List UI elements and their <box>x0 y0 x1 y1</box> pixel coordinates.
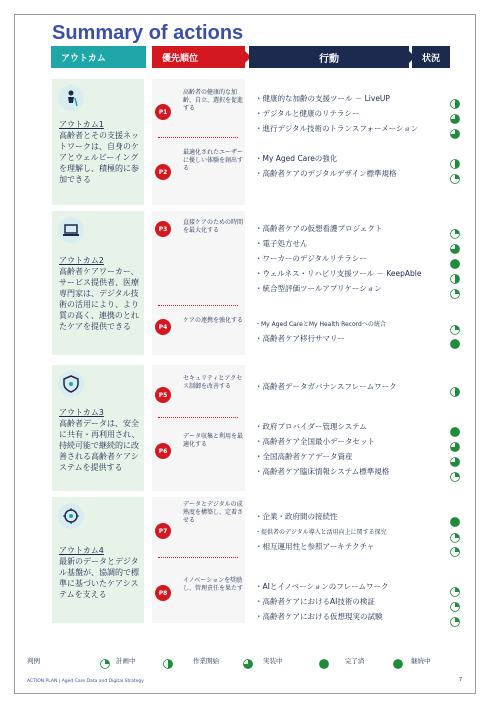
priority-badge: P5 <box>155 387 171 403</box>
action-item: ・進行デジタル技術のトランスフォーメーション <box>255 124 419 133</box>
legend-label: 実装中 <box>263 657 283 665</box>
outcome-text <box>59 119 140 185</box>
action-item: ・電子処方せん <box>255 239 308 248</box>
data-shield-icon <box>58 371 84 397</box>
status-pie-icon <box>450 467 460 477</box>
footer-text: ACTION PLAN | Aged Care Data and Digital Strategy <box>27 679 144 684</box>
status-pie-icon <box>450 154 460 164</box>
outcome-card-1 <box>52 79 144 205</box>
action-item: ・AIとイノベーションのフレームワーク <box>255 582 389 591</box>
status-pie-icon <box>450 239 460 249</box>
status-pie-icon <box>450 382 460 392</box>
priority-group-4 <box>152 497 245 623</box>
status-pie-icon <box>450 109 460 119</box>
legend <box>15 652 476 670</box>
outcome-body: 高齢者データは、安全に共有・再利用され、持続可能で継続的に改善される高齢者ケアシステムを提供する <box>59 419 140 472</box>
data-network-icon <box>58 503 84 529</box>
status-pie-icon <box>450 452 460 462</box>
outcome-text <box>59 545 140 600</box>
priority-badge: P8 <box>155 585 171 601</box>
action-item: ・政府プロバイダー管理システム <box>255 422 367 431</box>
outcome-card-4 <box>52 497 144 623</box>
status-implementing-icon <box>243 654 253 664</box>
status-pie-icon <box>450 597 460 607</box>
status-pie-icon <box>450 512 460 522</box>
status-pie-icon <box>450 334 460 344</box>
status-pie-icon <box>450 582 460 592</box>
action-item: ・高齢者ケア移行サマリー <box>255 334 345 343</box>
action-item: ・相互運用性と参照アーキテクチャ <box>255 542 375 551</box>
priority-badge: P4 <box>155 319 171 335</box>
outcome-body: 高齢者ケアワーカー、サービス提供者、医療専門家は、デジタル技術の活用により、より質の高く、連携のとれたケアを提供できる <box>59 267 139 331</box>
legend-label: 継続中 <box>411 657 431 665</box>
action-item: ・My Aged CareとMy Health Recordへの統合 <box>255 321 386 328</box>
outcome-text <box>59 255 140 332</box>
status-completed-icon <box>319 654 329 664</box>
priority-badge: P6 <box>155 443 171 459</box>
legend-label: 完了済 <box>345 657 365 665</box>
priority-text: 直接ケアのための時間を最大化する <box>183 219 244 234</box>
page-number: 7 <box>459 677 463 683</box>
outcome-title: アウトカム4 <box>59 546 104 555</box>
priority-divider <box>158 137 238 138</box>
status-pie-icon <box>450 169 460 179</box>
priority-divider <box>158 417 238 418</box>
action-item: ・高齢者ケア臨床情報システム標準規格 <box>255 467 390 476</box>
status-pie-icon <box>450 542 460 552</box>
laptop-monitor-icon <box>58 217 84 243</box>
priority-badge: P7 <box>155 523 171 539</box>
action-item: ・全国高齢者ケアデータ資産 <box>255 452 353 461</box>
header-outcome: アウトカム <box>51 46 146 68</box>
action-item: ・高齢者ケア全国最小データセット <box>255 437 375 446</box>
outcome-title: アウトカム3 <box>59 408 104 417</box>
priority-badge: P1 <box>155 104 171 120</box>
status-pie-icon <box>450 94 460 104</box>
priority-text: 高齢者の健康的な加齢、自立、選択を促進する <box>183 89 244 112</box>
priority-divider <box>158 557 238 558</box>
action-item: ・高齢者ケアのデジタルデザイン標準規格 <box>255 169 397 178</box>
outcome-body: 高齢者とその支援ネットワークは、自身のケアとウェルビーイングを理解し、積極的に参加できる <box>59 131 139 184</box>
status-pie-icon <box>450 224 460 234</box>
priority-badge: P3 <box>155 221 171 237</box>
priority-badge: P2 <box>155 164 171 180</box>
action-item: ・高齢者ケアの仮想看護プロジェクト <box>255 224 383 233</box>
status-planned-icon <box>100 654 110 664</box>
status-pie-icon <box>450 124 460 134</box>
action-item: ・ウェルネス・リハビリ支援ツール － KeepAble <box>255 269 422 278</box>
action-item: ・ワーカーのデジタルリテラシー <box>255 254 367 263</box>
priority-group-3 <box>152 365 245 491</box>
priority-divider <box>158 305 238 306</box>
header-status: 状況 <box>412 46 450 68</box>
action-item: ・高齢者データガバナンスフレームワーク <box>255 382 397 391</box>
legend-label: 計画中 <box>116 657 136 665</box>
status-pie-icon <box>450 437 460 447</box>
priority-text: データ収集と利用を最適化する <box>183 433 244 448</box>
status-started-icon <box>163 654 173 664</box>
header-priority: 優先順位 <box>152 46 245 68</box>
outcome-text <box>59 407 140 473</box>
legend-title: 判例 <box>27 657 40 665</box>
action-item: ・デジタルと健康のリテラシー <box>255 109 360 118</box>
outcome-card-2 <box>52 211 144 355</box>
action-item: ・提供者のデジタル導入と活用向上に関する探究 <box>255 529 387 536</box>
status-pie-icon <box>450 528 460 538</box>
status-pie-icon <box>450 284 460 294</box>
status-pie-icon <box>450 612 460 622</box>
priority-group-1 <box>152 79 245 205</box>
action-item: ・企業・政府間の接続性 <box>255 512 338 521</box>
action-item: ・My Aged Careの強化 <box>255 154 338 163</box>
priority-group-2 <box>152 211 245 355</box>
priority-text: イノベーションを奨励し、管理責任を果たす <box>183 577 244 592</box>
status-pie-icon <box>450 254 460 264</box>
elderly-person-icon <box>58 85 84 111</box>
status-pie-icon <box>450 422 460 432</box>
priority-text: 最適化されたユーザーに優しい体験を創出する <box>183 149 244 172</box>
legend-label: 作業開始 <box>193 657 219 665</box>
status-pie-icon <box>450 269 460 279</box>
priority-text: セキュリティとアクセス制御を改善する <box>183 375 243 390</box>
action-item: ・健康的な加齢の支援ツール － LiveUP <box>255 94 390 103</box>
outcome-title: アウトカム2 <box>59 256 104 265</box>
page-title: Summary of actions <box>52 22 244 44</box>
outcome-card-3 <box>52 365 144 491</box>
action-item: ・高齢者ケアにおけるAI技術の検証 <box>255 597 375 606</box>
summary-page <box>14 14 476 694</box>
status-ongoing-icon <box>393 654 403 664</box>
status-pie-icon <box>450 320 460 330</box>
action-item: ・統合型評価ツールアプリケーション <box>255 284 382 293</box>
action-item: ・高齢者ケアにおける仮想現実の試験 <box>255 612 383 621</box>
priority-text: ケアの連携を強化する <box>183 317 244 324</box>
outcome-body: 最新のデータとデジタル基盤が、協調的で標準に基づいたケアシステムを支える <box>59 557 139 599</box>
outcome-title: アウトカム1 <box>59 120 104 129</box>
header-action: 行動 <box>249 46 409 68</box>
priority-text: データとデジタルの成熟度を構築し、定着させる <box>183 501 244 524</box>
